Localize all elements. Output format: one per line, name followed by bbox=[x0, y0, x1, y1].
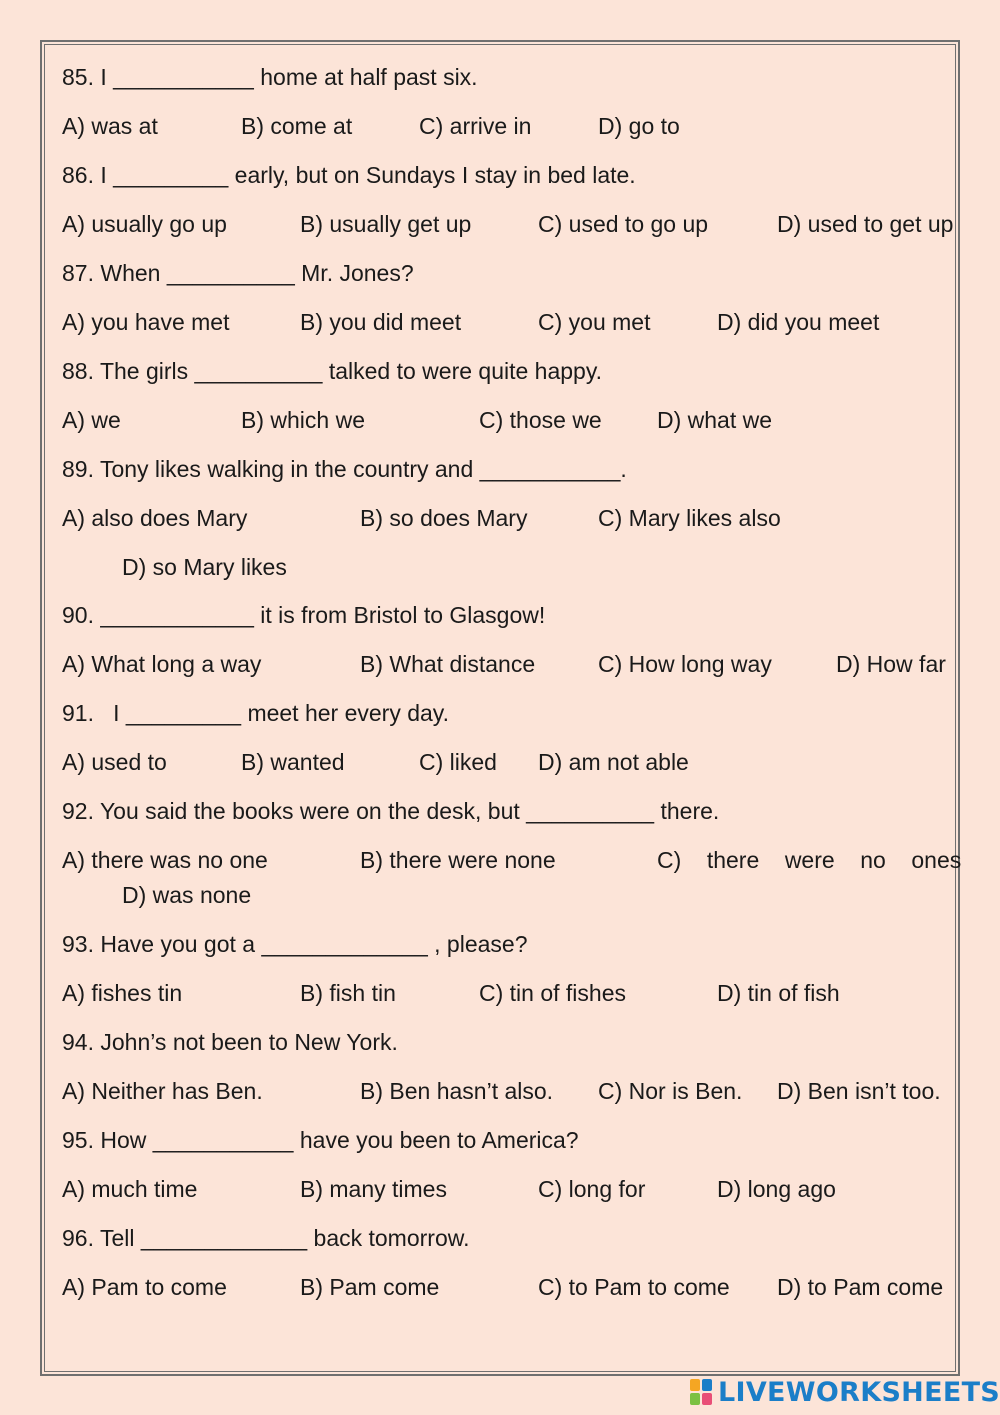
answer-option[interactable]: C) liked bbox=[419, 749, 497, 775]
answer-option[interactable]: B) many times bbox=[300, 1176, 447, 1202]
answer-option[interactable]: A) usually go up bbox=[62, 211, 227, 237]
liveworksheets-logo bbox=[690, 1374, 1000, 1410]
question-stem: 94. John’s not been to New York. bbox=[62, 1029, 398, 1055]
answer-option[interactable]: B) so does Mary bbox=[360, 505, 528, 531]
answer-option[interactable]: A) Neither has Ben. bbox=[62, 1078, 263, 1104]
answer-option[interactable]: B) What distance bbox=[360, 651, 536, 677]
question-stem: 88. The girls __________ talked to were quite happy. bbox=[62, 358, 603, 384]
question-stem: 91. I _________ meet her every day. bbox=[62, 700, 449, 726]
answer-option[interactable]: C) tin of fishes bbox=[479, 980, 626, 1006]
question-stem: 95. How ___________ have you been to America? bbox=[62, 1127, 579, 1153]
answer-option[interactable]: C) those we bbox=[479, 407, 602, 433]
answer-option[interactable]: D) Ben isn’t too. bbox=[777, 1078, 941, 1104]
answer-option[interactable]: D) what we bbox=[657, 407, 773, 433]
answer-option[interactable]: D) tin of fish bbox=[717, 980, 840, 1006]
answer-option[interactable]: A) there was no one bbox=[62, 847, 268, 873]
answer-option[interactable]: D) did you meet bbox=[717, 309, 880, 335]
answer-option[interactable]: C) there were no ones bbox=[657, 847, 962, 873]
answer-option[interactable]: D) long ago bbox=[717, 1176, 836, 1202]
answer-option[interactable]: D) so Mary likes bbox=[122, 554, 287, 580]
answer-option[interactable]: B) usually get up bbox=[300, 211, 472, 237]
liveworksheets-logo-icon bbox=[690, 1379, 712, 1405]
question-stem: 92. You said the books were on the desk, but __________ there. bbox=[62, 798, 720, 824]
answer-option[interactable]: D) am not able bbox=[538, 749, 689, 775]
answer-option[interactable]: B) Ben hasn’t also. bbox=[360, 1078, 554, 1104]
answer-option[interactable]: A) Pam to come bbox=[62, 1274, 227, 1300]
question-stem: 85. I ___________ home at half past six. bbox=[62, 64, 478, 90]
answer-option[interactable]: D) to Pam come bbox=[777, 1274, 944, 1300]
answer-option[interactable]: A) What long a way bbox=[62, 651, 262, 677]
answer-option[interactable]: C) long for bbox=[538, 1176, 646, 1202]
answer-option[interactable]: C) Nor is Ben. bbox=[598, 1078, 743, 1104]
answer-option[interactable]: B) you did meet bbox=[300, 309, 462, 335]
answer-option[interactable]: A) was at bbox=[62, 113, 158, 139]
answer-option[interactable]: D) was none bbox=[122, 882, 252, 908]
answer-option[interactable]: A) we bbox=[62, 407, 121, 433]
answer-option[interactable]: C) How long way bbox=[598, 651, 772, 677]
answer-option[interactable]: C) used to go up bbox=[538, 211, 709, 237]
answer-option[interactable]: A) also does Mary bbox=[62, 505, 248, 531]
answer-option[interactable]: C) arrive in bbox=[419, 113, 532, 139]
answer-option[interactable]: A) much time bbox=[62, 1176, 198, 1202]
question-stem: 87. When __________ Mr. Jones? bbox=[62, 260, 414, 286]
question-stem: 96. Tell _____________ back tomorrow. bbox=[62, 1225, 470, 1251]
answer-option[interactable]: B) there were none bbox=[360, 847, 556, 873]
answer-option[interactable]: B) fish tin bbox=[300, 980, 396, 1006]
answer-option[interactable]: D) go to bbox=[598, 113, 680, 139]
question-stem: 93. Have you got a _____________ , please? bbox=[62, 931, 528, 957]
question-stem: 89. Tony likes walking in the country and ___________. bbox=[62, 456, 627, 482]
answer-option[interactable]: C) Mary likes also bbox=[598, 505, 781, 531]
answer-option[interactable]: D) used to get up bbox=[777, 211, 954, 237]
answer-option[interactable]: A) fishes tin bbox=[62, 980, 183, 1006]
answer-option[interactable]: B) which we bbox=[241, 407, 365, 433]
answer-option[interactable]: A) you have met bbox=[62, 309, 230, 335]
answer-option[interactable]: B) wanted bbox=[241, 749, 345, 775]
question-stem: 86. I _________ early, but on Sundays I stay in bed late. bbox=[62, 162, 636, 188]
logo-text: LIVEWORKSHEETS bbox=[718, 1376, 1000, 1408]
question-stem: 90. ____________ it is from Bristol to Glasgow! bbox=[62, 602, 546, 628]
answer-option[interactable]: B) Pam come bbox=[300, 1274, 440, 1300]
answer-option[interactable]: D) How far bbox=[836, 651, 946, 677]
answer-option[interactable]: B) come at bbox=[241, 113, 353, 139]
answer-option[interactable]: C) to Pam to come bbox=[538, 1274, 730, 1300]
answer-option[interactable]: A) used to bbox=[62, 749, 167, 775]
answer-option[interactable]: C) you met bbox=[538, 309, 651, 335]
